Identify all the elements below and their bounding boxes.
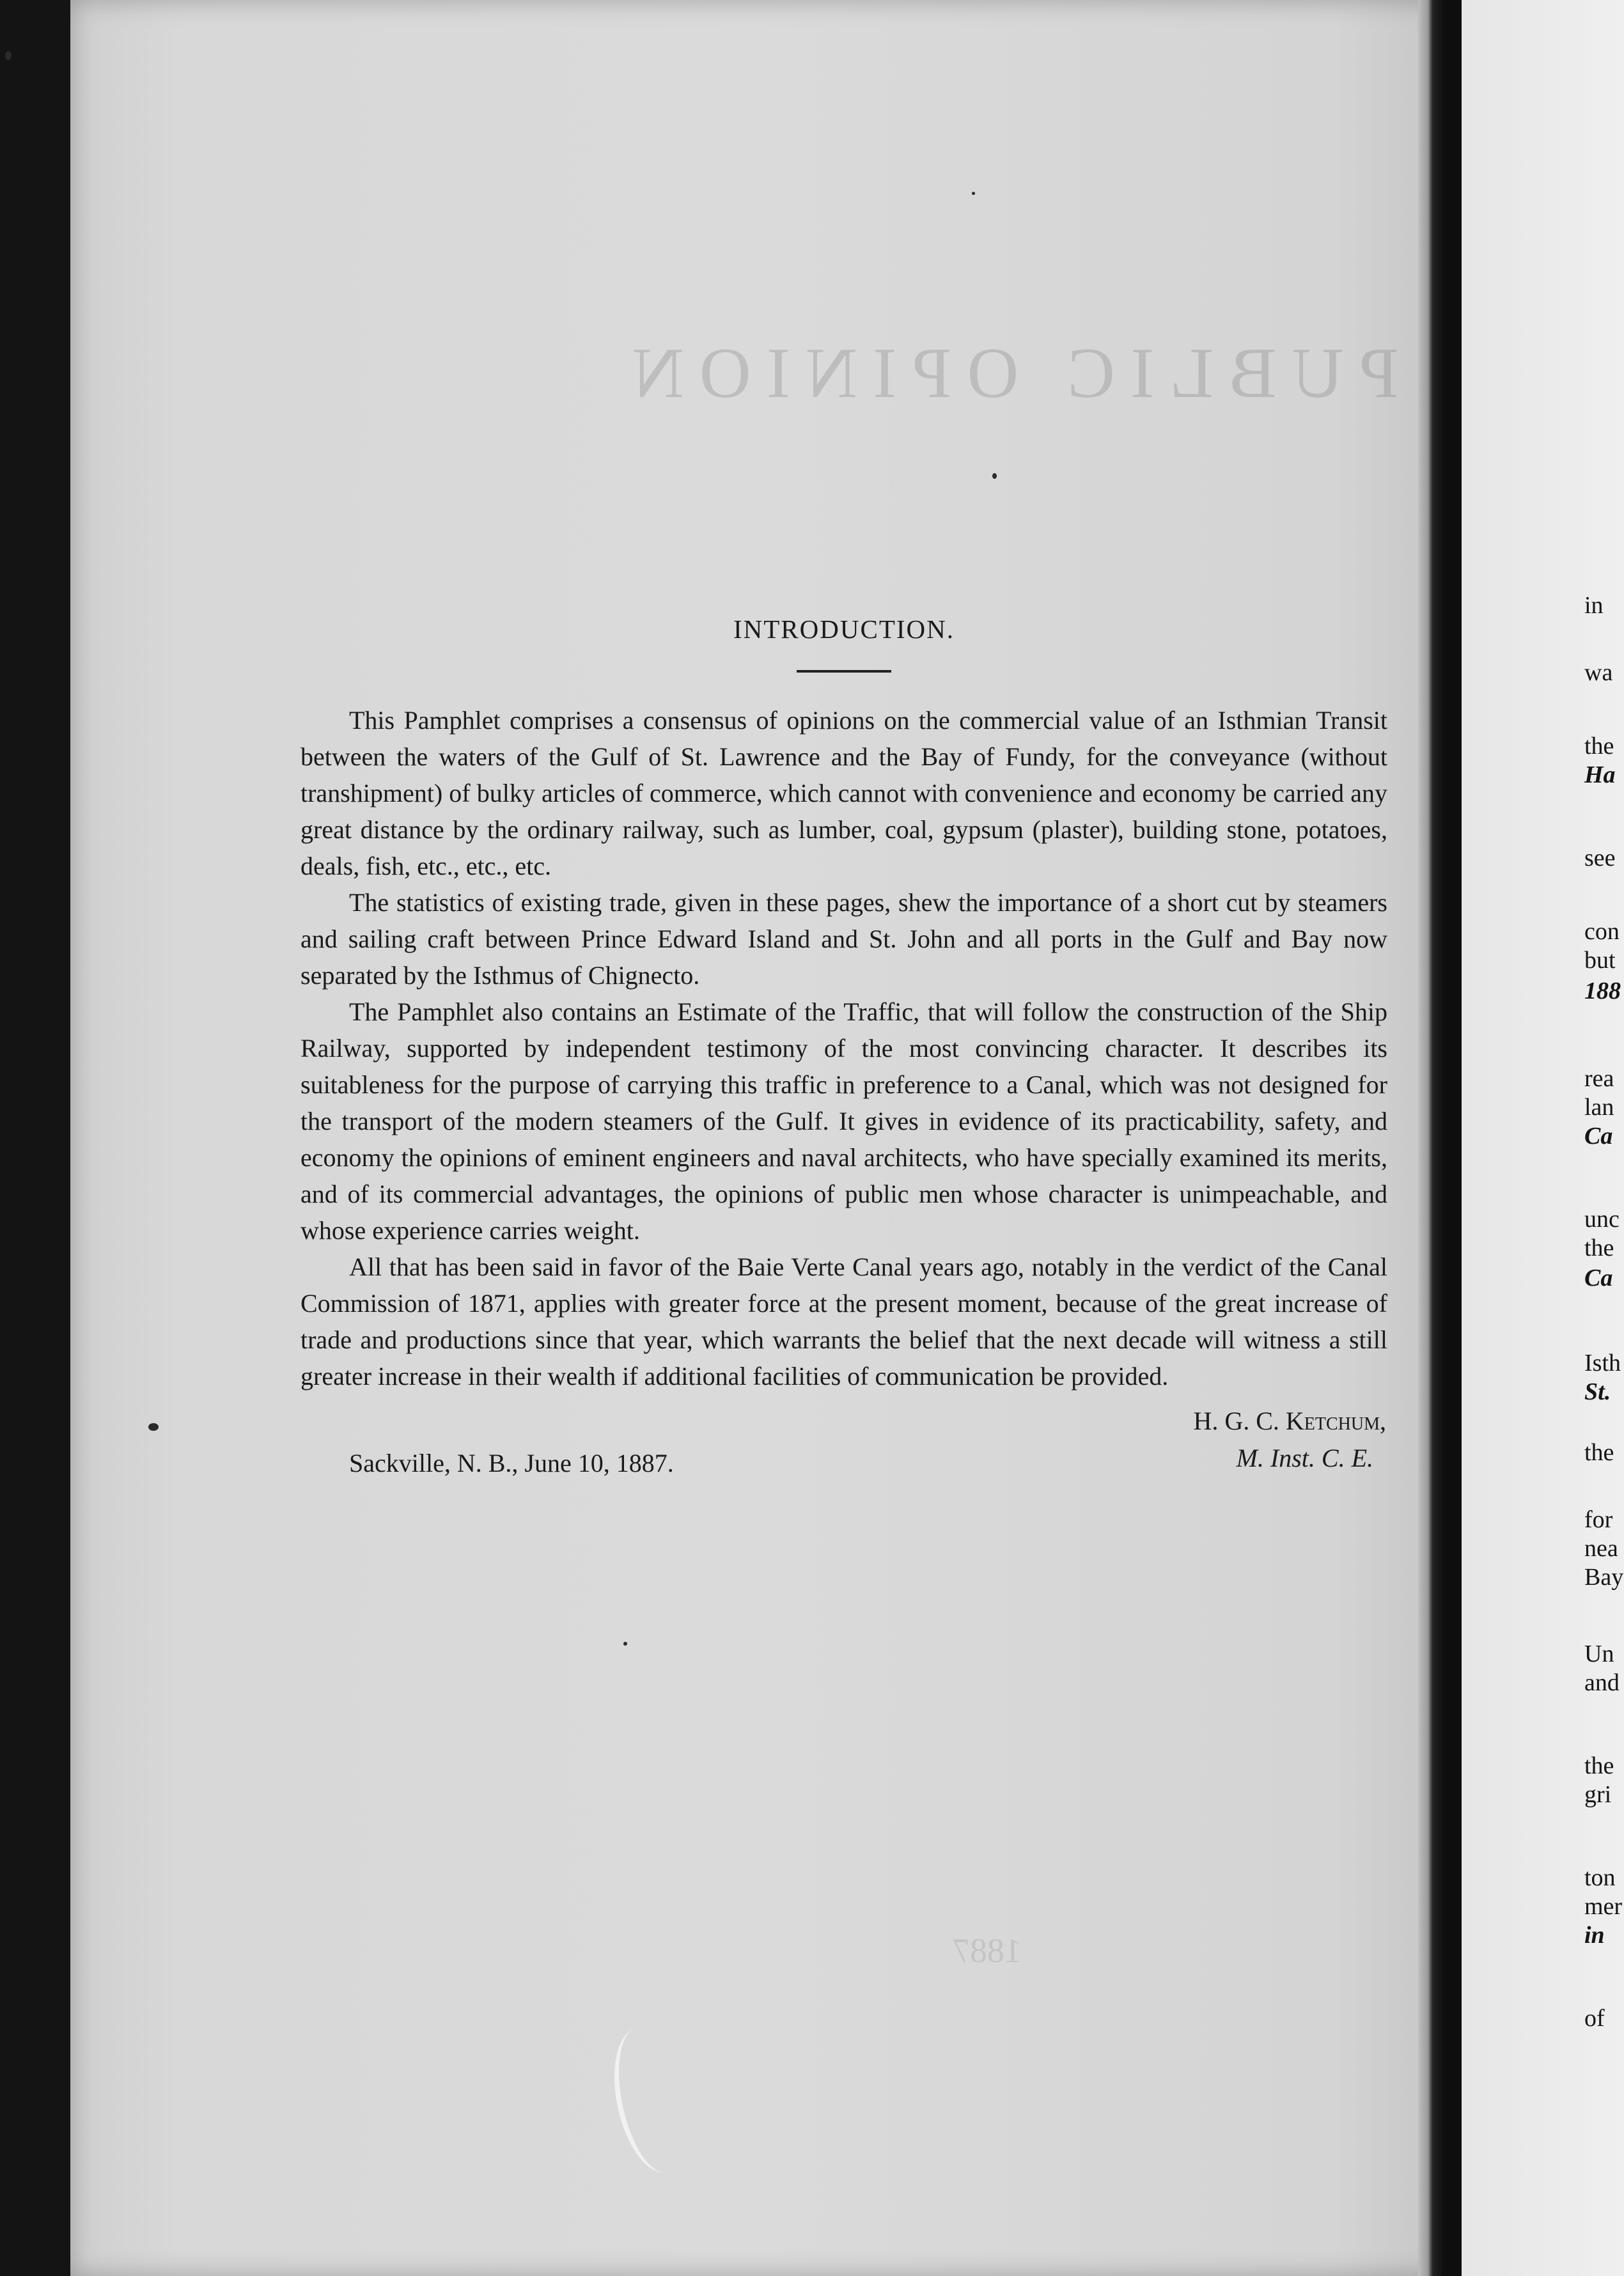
facing-page-fragment: the — [1584, 1752, 1614, 1779]
facing-page-fragment: St. — [1584, 1378, 1611, 1405]
scan-speck — [623, 1642, 627, 1646]
signatory-surname: Ketchum, — [1285, 1407, 1386, 1435]
facing-page-fragment: Ca — [1584, 1123, 1613, 1150]
facing-page-fragment: 188 — [1584, 978, 1621, 1004]
page-title: INTRODUCTION. — [733, 614, 955, 644]
facing-page-fragment: the — [1584, 1235, 1614, 1261]
facing-page-edge — [1462, 0, 1624, 2276]
facing-page-fragment: of — [1584, 2005, 1605, 2032]
facing-page-fragment: in — [1584, 1922, 1605, 1949]
introduction-section — [301, 614, 1387, 1483]
facing-page-fragment: unc — [1584, 1206, 1620, 1233]
facing-page-fragment: see — [1584, 845, 1616, 871]
scan-speck — [5, 51, 12, 60]
facing-page-fragment: Ca — [1584, 1265, 1613, 1291]
scan-speck — [148, 1423, 159, 1431]
facing-page-fragment: and — [1584, 1669, 1620, 1696]
signature-block — [301, 1406, 1387, 1483]
facing-page-fragment: in — [1584, 592, 1604, 619]
facing-page-fragment: Isth — [1584, 1350, 1621, 1376]
facing-page-fragment: con — [1584, 918, 1620, 945]
signatory-initials: H. G. C. — [1193, 1407, 1279, 1435]
facing-page-fragment: wa — [1584, 659, 1613, 686]
facing-page-fragment: rea — [1584, 1065, 1614, 1092]
facing-page-fragment: for — [1584, 1506, 1613, 1533]
facing-page-fragment: mer — [1584, 1893, 1623, 1920]
title-rule-divider — [797, 670, 891, 673]
paragraph-1: This Pamphlet comprises a consensus of opinions on the commercial value of an Isthmian Transit between the waters of the Gulf of St. Lawrence and the Bay of Fundy, for the conveyance (without transhipment) of bulky articles of commerce, which cannot with convenience and economy be carried any great distance by the ordinary railway, such as lumber, coal, gypsum (plaster), building stone, potatoes, deals, fish, etc., etc., etc. — [301, 706, 1387, 880]
facing-page-fragment: Bay — [1584, 1564, 1624, 1591]
paragraph-3: The Pamphlet also contains an Estimate of the Traffic, that will follow the construction of the Ship Railway, supported by independent testimony of the most convincing character. It describes its suitableness for the purpose of carrying this traffic in preference to a Canal, which was not designed for the transport of the modern steamers of the Gulf. It gives in evidence of its practicability, safety, and economy the opinions of eminent engineers and naval architects, who have specially examined its merits, and of its commercial advantages, the opinions of public men whose character is unimpeachable, and whose experience carries weight. — [301, 997, 1387, 1245]
signatory-credential: M. Inst. C. E. — [1236, 1444, 1373, 1472]
paragraph-4: All that has been said in favor of the Baie Verte Canal years ago, notably in the verdict of the Canal Commission of 1871, applies with greater force at the present moment, because of the great increase of trade and productions since that year, which warrants the belief that the next decade will witness a still greater increase in their wealth if additional facilities of communication be provided. — [301, 1252, 1387, 1391]
facing-page-fragment: ton — [1584, 1864, 1616, 1891]
page-gutter-shadow — [1418, 0, 1442, 2276]
signatory-name — [1193, 1406, 1386, 1436]
bleed-through-heading: PUBLIC OPINION — [617, 334, 1399, 413]
facing-page-fragment: the — [1584, 1439, 1614, 1466]
paragraph-2: The statistics of existing trade, given in these pages, shew the importance of a short cut by steamers and sailing craft between Prince Edward Island and St. John and all ports in the Gulf and Bay now separated by the Isthmus of Chignecto. — [301, 888, 1387, 990]
facing-page-fragment: but — [1584, 947, 1616, 974]
facing-page-fragment: the — [1584, 733, 1614, 760]
facing-page-fragment: lan — [1584, 1094, 1614, 1121]
facing-page-fragment: Un — [1584, 1641, 1614, 1667]
scan-speck — [972, 192, 975, 195]
facing-page-fragment: gri — [1584, 1781, 1612, 1808]
scan-speck — [992, 473, 997, 479]
facing-page-fragment: nea — [1584, 1535, 1618, 1562]
bleed-through-year: 1887 — [953, 1931, 1022, 1970]
place-and-date: Sackville, N. B., June 10, 1887. — [349, 1449, 674, 1477]
book-spine — [1442, 0, 1462, 2276]
facing-page-fragment: Ha — [1584, 761, 1616, 788]
